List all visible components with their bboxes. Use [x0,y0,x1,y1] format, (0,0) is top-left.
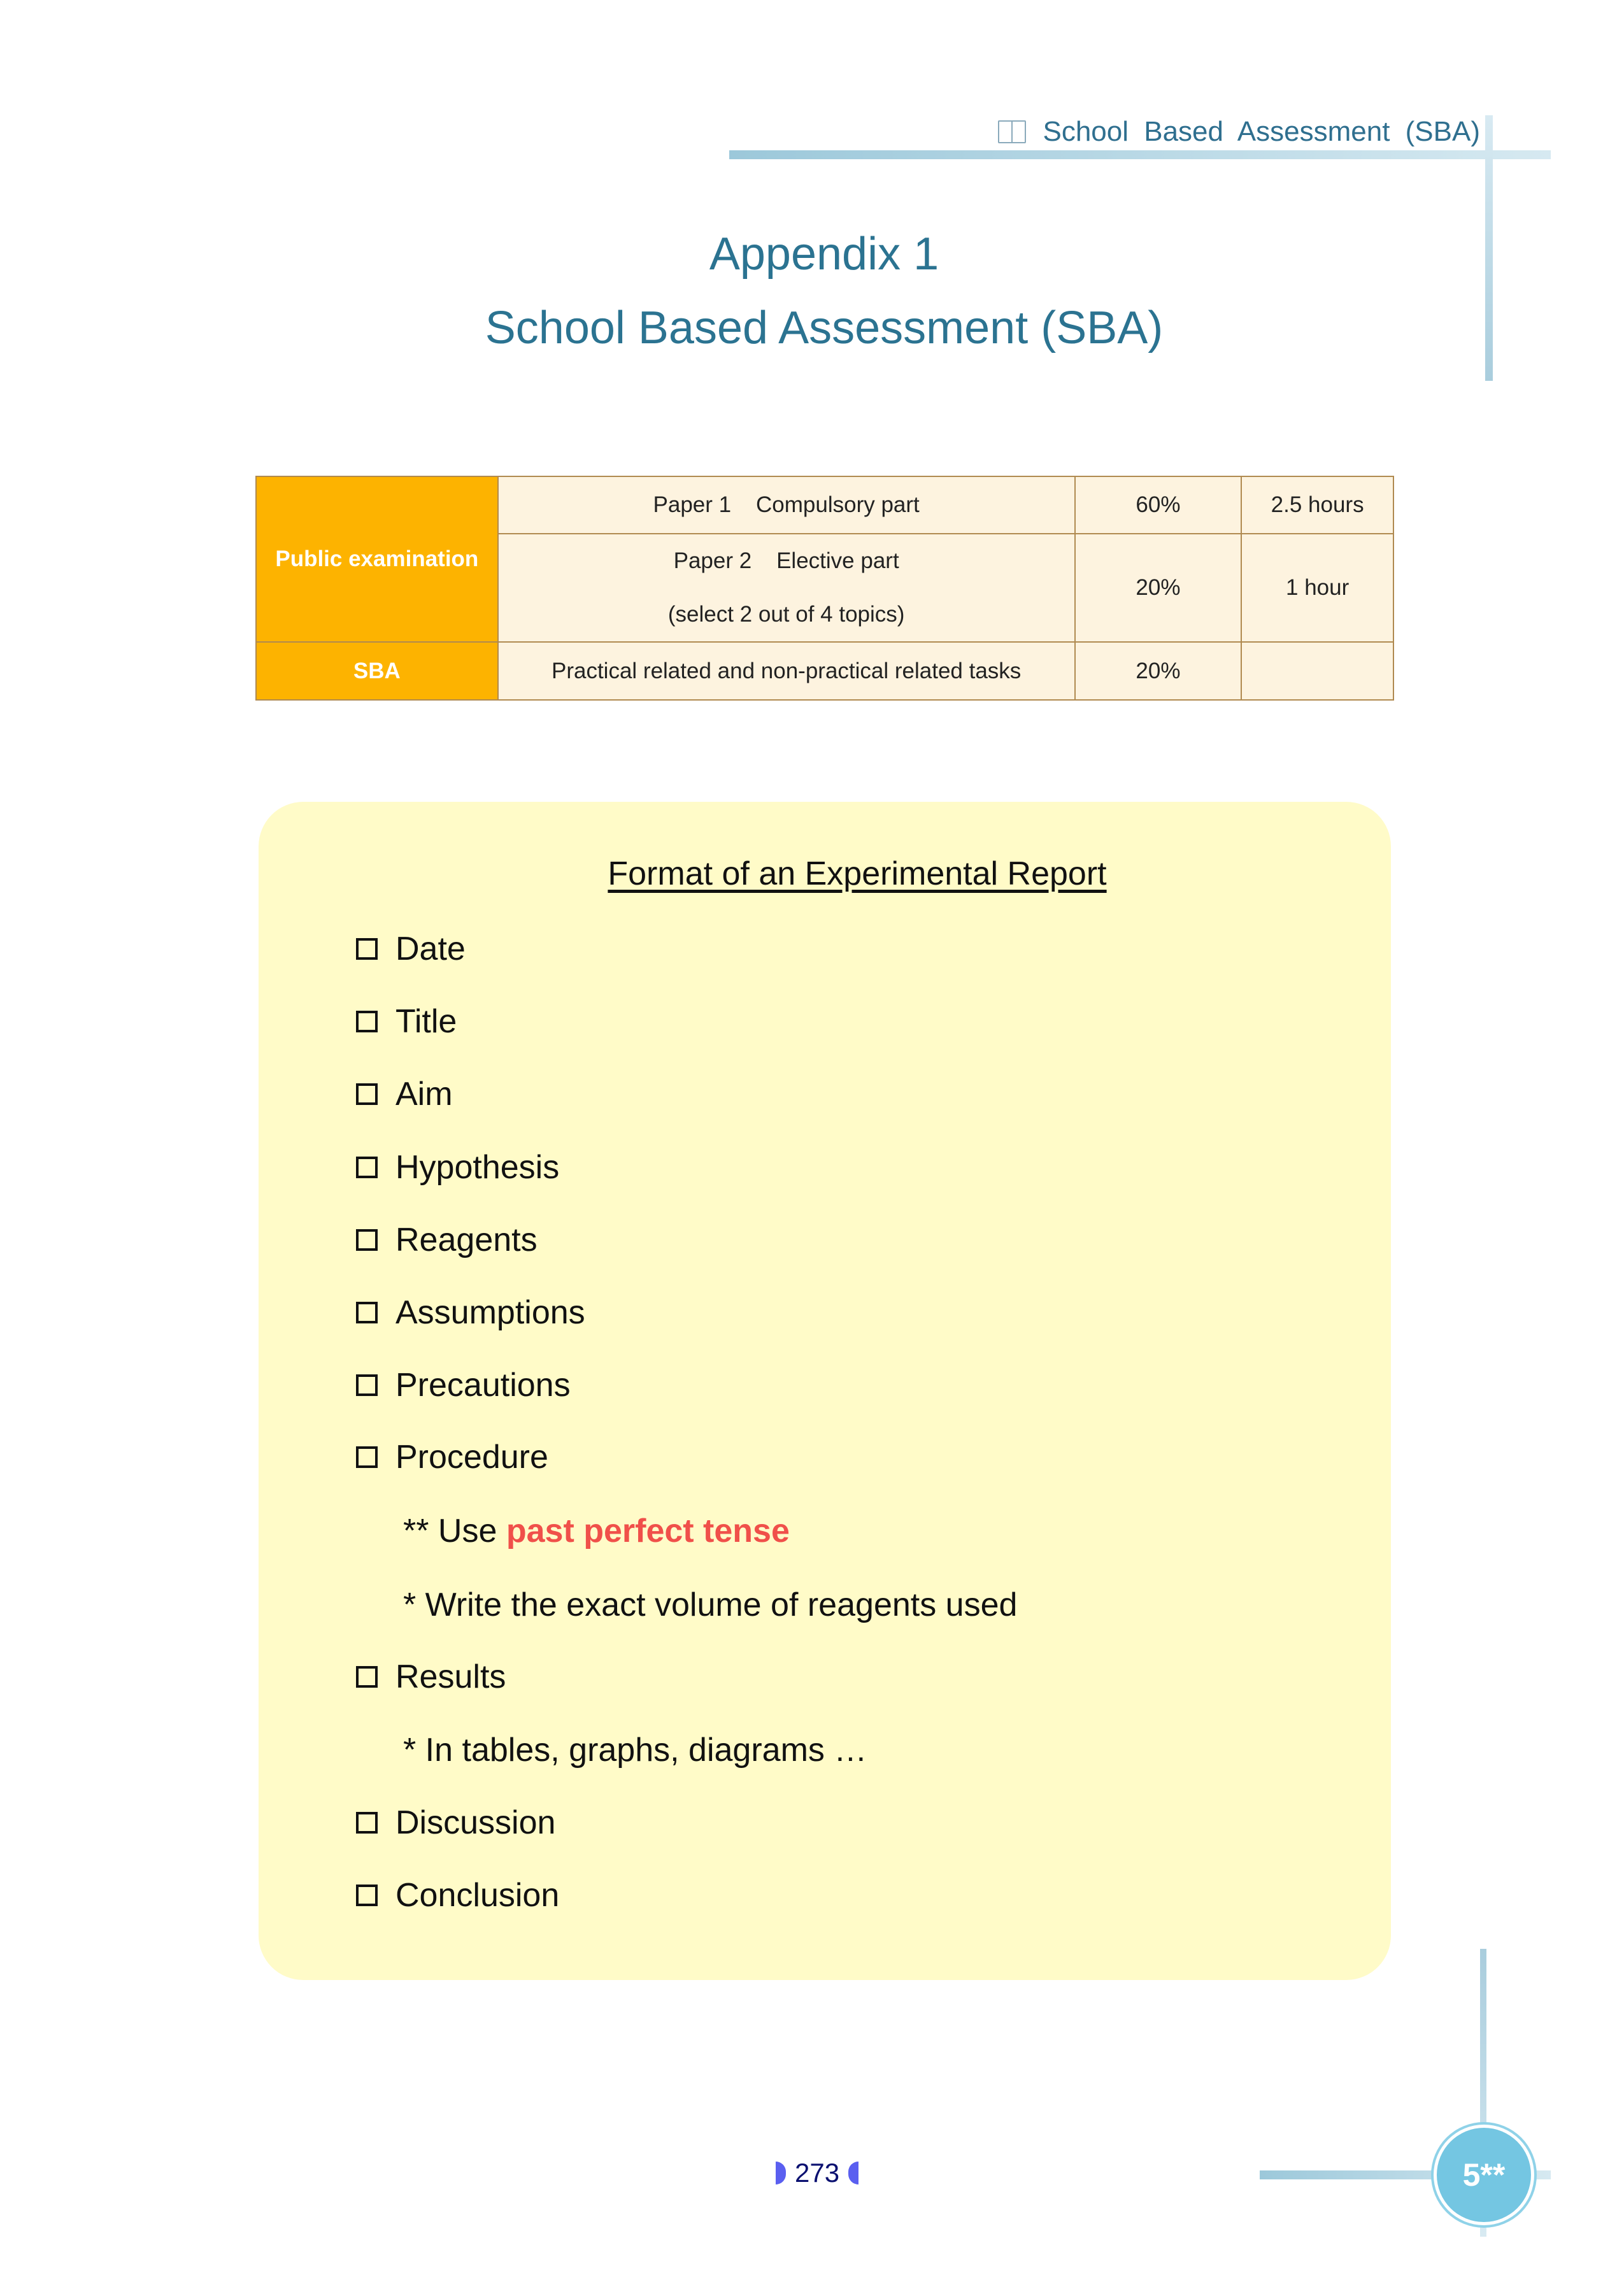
checklist-item-assumptions [356,1293,585,1332]
procedure-note-volume: * Write the exact volume of reagents used [403,1586,1018,1623]
paper2-weight: 20% [1075,534,1242,642]
left-half-circle-icon [776,2162,786,2184]
item-label: Date [395,930,466,967]
procedure-note-tense [403,1512,790,1550]
right-half-circle-icon [848,2162,858,2184]
paper2-duration: 1 hour [1241,534,1393,642]
running-header [998,116,1480,148]
item-label: Hypothesis [395,1149,560,1186]
paper2-desc [498,534,1075,642]
checkbox-icon [356,1083,378,1105]
checklist-item-results [356,1658,506,1696]
item-label: Title [395,1003,457,1040]
page-number [776,2158,858,2188]
running-title: School Based Assessment (SBA) [1043,116,1480,147]
checkbox-icon [356,1157,378,1178]
page-title-line1: Appendix 1 [709,229,939,280]
item-label: Results [395,1658,506,1695]
checklist-item-date [356,930,466,968]
checklist-item-discussion [356,1804,555,1842]
item-label: Precautions [395,1367,571,1404]
item-label: Procedure [395,1439,548,1476]
checkbox-icon [356,1229,378,1251]
results-note: * In tables, graphs, diagrams … [403,1732,867,1769]
note-highlight: past perfect tense [506,1513,790,1550]
level-badge: 5** [1437,2128,1531,2222]
checkbox-icon [356,1446,378,1468]
paper2-desc-line2: (select 2 out of 4 topics) [667,602,905,627]
checkbox-icon [356,1885,378,1906]
sba-weight: 20% [1075,642,1242,700]
paper1-weight: 60% [1075,476,1242,534]
page-title-line2: School Based Assessment (SBA) [485,303,1164,353]
item-label: Aim [395,1076,453,1113]
paper2-desc-line1: Paper 2 Elective part [673,548,899,573]
item-label: Assumptions [395,1294,585,1331]
item-label: Reagents [395,1222,538,1258]
checklist-item-conclusion [356,1876,559,1914]
book-icon [998,120,1026,143]
checklist-item-reagents [356,1221,538,1259]
checklist-item-hypothesis [356,1148,559,1186]
table-row [256,642,1393,700]
assessment-table [255,476,1394,701]
page-number-text: 273 [795,2158,840,2188]
item-label: Discussion [395,1804,556,1841]
checkbox-icon [356,938,378,960]
checkbox-icon [356,1812,378,1834]
checklist-item-procedure [356,1438,548,1476]
sba-duration [1241,642,1393,700]
paper1-desc: Paper 1 Compulsory part [498,476,1075,534]
checklist-item-precautions [356,1366,571,1404]
checklist-item-title [356,1002,457,1041]
checkbox-icon [356,1011,378,1032]
table-row [256,476,1393,534]
checkbox-icon [356,1666,378,1688]
paper1-duration: 2.5 hours [1241,476,1393,534]
public-exam-label: Public examination [256,476,498,642]
checklist-item-aim [356,1075,453,1113]
checkbox-icon [356,1374,378,1396]
sba-desc: Practical related and non-practical related tasks [498,642,1075,700]
checkbox-icon [356,1302,378,1323]
header-rule [729,150,1551,159]
sba-label: SBA [256,642,498,700]
item-label: Conclusion [395,1877,560,1914]
report-heading: Format of an Experimental Report [608,855,1107,892]
note-prefix: ** Use [403,1513,506,1550]
